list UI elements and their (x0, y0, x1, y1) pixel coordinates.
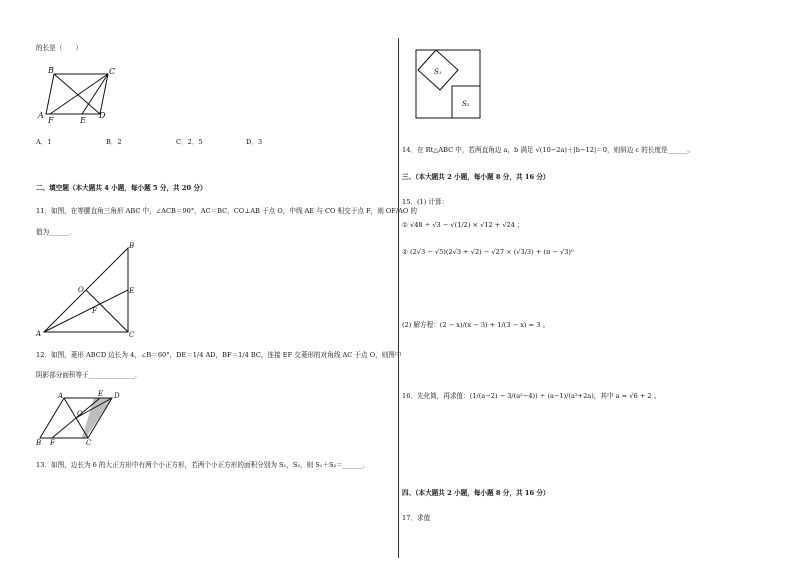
label-F3: F (50, 439, 55, 447)
label-C3: C (86, 439, 92, 447)
label-A3: A (58, 392, 64, 400)
figure-squares (414, 48, 484, 120)
q15-part1: ① √48 ÷ √3 − √(1/2) × √12 + √24 ； (402, 221, 524, 229)
q15-part3: (2) 解方程：(2 − x)/(x − 3) + 1/(3 − x) = 3 。 (402, 321, 550, 329)
label-O: O (78, 286, 84, 294)
label-E2: E (129, 287, 135, 295)
label-C2: C (129, 331, 135, 339)
label-A: A (38, 111, 44, 120)
q13-line: 13．如图，边长为 6 的大正方形中有两个小正方形，若两个小正方形的面积分别为 S₁，S₂，则 S₁＋S₂＝______． (36, 461, 370, 469)
q12-line2: 阴影部分面积等于______________． (36, 371, 142, 379)
label-O3: O (77, 410, 83, 418)
q14-line: 14．在 Rt△ABC 中，若两直角边 a，b 满足 √(10−2a)＋|b−12|＝0，则斜边 c 的长度是______。 (402, 146, 694, 154)
figure-right-triangle (36, 240, 146, 340)
label-E3: E (98, 390, 104, 398)
label-S2: S₂ (462, 100, 470, 108)
label-B: B (48, 66, 54, 75)
label-A2: A (36, 330, 42, 338)
label-D: D (99, 111, 106, 120)
q11-line1: 11．如图，在等腰直角三角形 ABC 中，∠ACB＝90°，AC＝BC，CO⊥AB 于点 O，中线 AE 与 CO 相交于点 F，则 OF/AO 的 (36, 207, 417, 215)
figure-rhombus (36, 390, 126, 448)
label-B2: B (129, 242, 135, 250)
label-B3: B (36, 439, 42, 447)
section4-heading: 四、（本大题共 2 小题，每小题 8 分，共 16 分） (402, 489, 550, 497)
q10-tail: 的长是（ ） (36, 44, 83, 52)
q15-title: 15．(1) 计算： (402, 198, 449, 206)
label-D3: D (114, 392, 120, 400)
column-divider (398, 38, 399, 558)
section3-heading: 三、（本大题共 2 小题，每小题 8 分，共 16 分） (402, 173, 550, 181)
label-S1: S₁ (434, 68, 442, 76)
choice-c[interactable]: C．2．5 (176, 138, 203, 146)
q15-part2: ② (2√3 − √5)(2√3 + √2) − √27 × (√3/3) + (π − √3)⁰ (402, 248, 574, 256)
q11-line2: 值为______． (36, 228, 76, 236)
q17-line: 17．求值 (402, 514, 431, 522)
figure-parallelogram (36, 66, 126, 126)
section2-heading: 二、填空题（本大题共 4 小题，每小题 5 分，共 20 分） (36, 184, 207, 192)
choice-d[interactable]: D．3 (246, 138, 263, 146)
label-C: C (109, 67, 116, 76)
label-E: E (80, 116, 86, 125)
label-F: F (48, 116, 54, 125)
q16-line: 16．先化简，再求值：(1/(a−2) − 3/(a²−4)) ÷ (a−1)/(a²+2a)，其中 a = √6 + 2 。 (402, 392, 661, 400)
label-F2: F (92, 307, 97, 315)
choice-b[interactable]: B．2 (106, 138, 122, 146)
choice-a[interactable]: A．1 (36, 138, 52, 146)
q12-line1: 12．如图，菱形 ABCD 边长为 4，∠B＝60°，DE＝1/4 AD，BF＝1/4 BC，连接 EF 交菱形的对角线 AC 于点 O，则图中 (36, 351, 402, 359)
